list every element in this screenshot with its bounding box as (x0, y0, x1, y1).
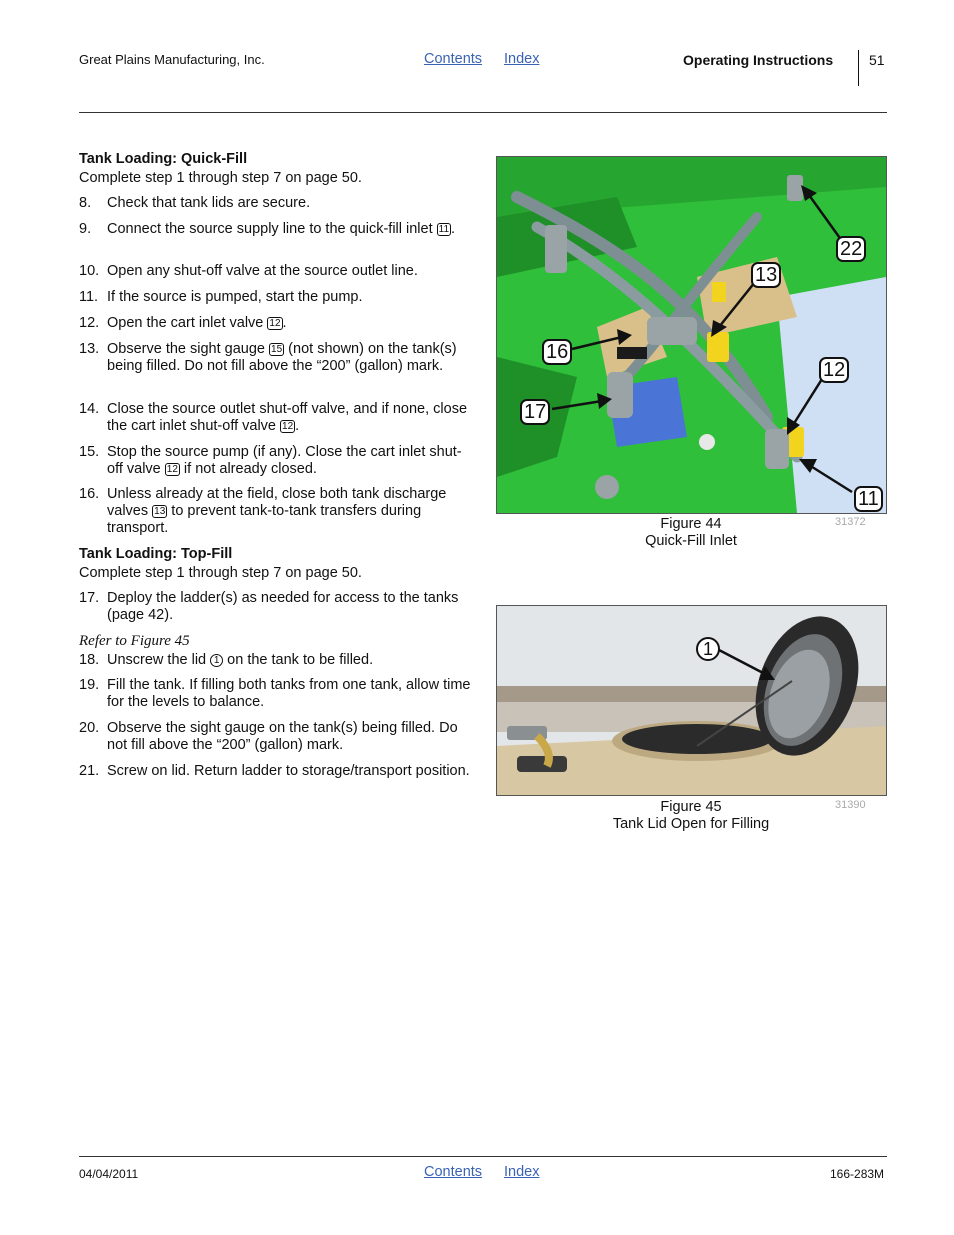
ref-callout: 15 (271, 344, 283, 355)
footer-index-link[interactable]: Index (504, 1164, 540, 1180)
refer-figure-45: Refer to Figure 45 (79, 633, 190, 649)
ref-callout: 11 (438, 224, 450, 235)
callout-22: 22 (836, 236, 866, 262)
callout-12: 12 (819, 357, 849, 383)
footer-rule (79, 1156, 887, 1157)
header-rule (79, 112, 887, 113)
page-number: 51 (869, 52, 885, 68)
figure-45-label: Figure 45 (660, 799, 722, 815)
quickfill-title: Tank Loading: Quick-Fill (79, 151, 248, 167)
ref-callout: 13 (154, 506, 166, 517)
section-title: Operating Instructions (683, 52, 834, 68)
callout-13: 13 (751, 262, 781, 288)
figure-44-id: 31372 (835, 516, 866, 528)
figure-44-label: Figure 44 (660, 516, 722, 532)
callout-1: 1 (696, 637, 720, 661)
contents-link[interactable]: Contents (424, 51, 483, 67)
callout-16: 16 (542, 339, 572, 365)
footer-date: 04/04/2011 (79, 1167, 139, 1181)
figure-44-image (496, 156, 887, 514)
callout-11: 11 (854, 486, 883, 512)
company-name: Great Plains Manufacturing, Inc. (79, 52, 265, 67)
quickfill-intro: Complete step 1 through step 7 on page 50. (79, 170, 362, 186)
ref-callout: 12 (166, 464, 178, 475)
figure-44-caption (591, 516, 791, 550)
footer-contents-link[interactable]: Contents (424, 1164, 483, 1180)
footer-doc-number: 166-283M (830, 1167, 885, 1181)
index-link[interactable]: Index (504, 51, 540, 67)
figure-45-title: Tank Lid Open for Filling (612, 816, 770, 832)
figure-45-image (496, 605, 887, 796)
topfill-title: Tank Loading: Top-Fill (79, 546, 233, 562)
figure-44-title: Quick-Fill Inlet (645, 533, 737, 549)
ref-callout: 12 (269, 318, 281, 329)
topfill-intro: Complete step 1 through step 7 on page 50. (79, 565, 362, 581)
figure-45-id: 31390 (835, 799, 866, 811)
quick-fill-illustration (497, 157, 886, 513)
header-divider (858, 50, 859, 86)
ref-callout: 12 (282, 421, 294, 432)
tank-lid-photo (497, 606, 886, 795)
ref-callout: 1 (210, 654, 223, 667)
figure-45-caption (591, 799, 791, 833)
callout-17: 17 (520, 399, 550, 425)
